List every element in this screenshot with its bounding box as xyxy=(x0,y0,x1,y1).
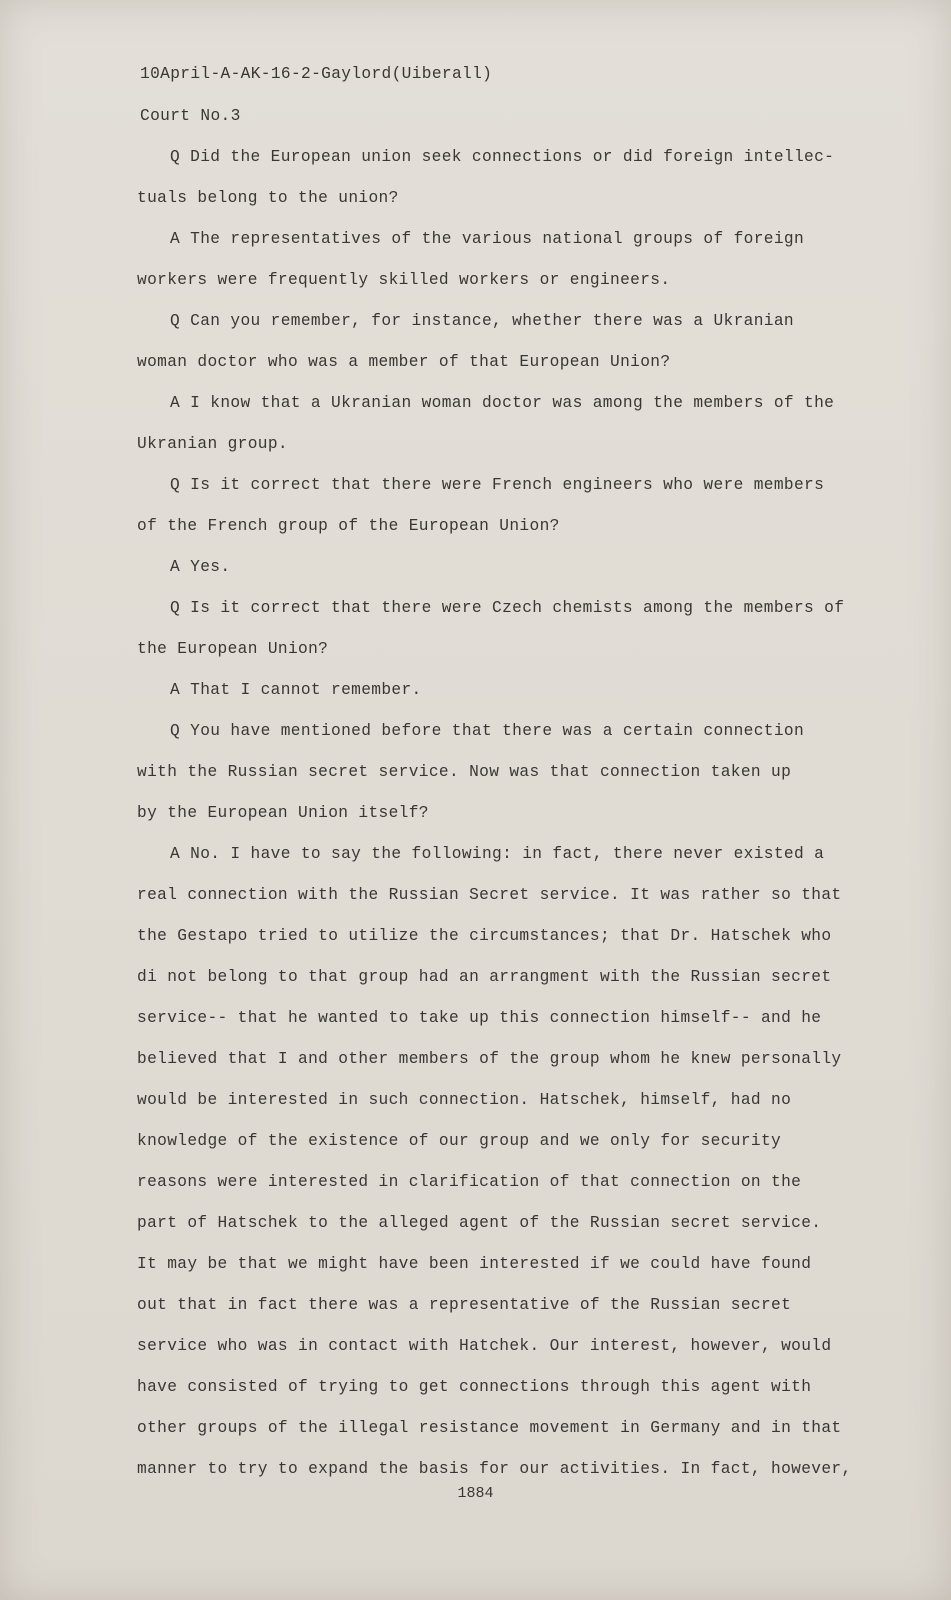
text-line-4: workers were frequently skilled workers or engineers. xyxy=(137,271,671,289)
text-line-31: have consisted of trying to get connections through this agent with xyxy=(137,1378,812,1396)
text-line-28: It may be that we might have been interested if we could have found xyxy=(137,1255,812,1273)
text-line-3: A The representatives of the various national groups of foreign xyxy=(170,230,805,248)
text-line-33: manner to try to expand the basis for our activities. In fact, however, xyxy=(137,1460,852,1478)
text-line-1: Q Did the European union seek connections or did foreign intellec- xyxy=(170,148,835,166)
text-line-8: Ukranian group. xyxy=(137,435,288,453)
text-line-10: of the French group of the European Union? xyxy=(137,517,560,535)
text-line-32: other groups of the illegal resistance movement in Germany and in that xyxy=(137,1419,842,1437)
text-line-26: reasons were interested in clarification of that connection on the xyxy=(137,1173,802,1191)
text-line-6: woman doctor who was a member of that European Union? xyxy=(137,353,671,371)
text-line-11: A Yes. xyxy=(170,558,231,576)
text-line-25: knowledge of the existence of our group and we only for security xyxy=(137,1132,782,1150)
text-line-13: the European Union? xyxy=(137,640,329,658)
text-line-2: tuals belong to the union? xyxy=(137,189,399,207)
text-line-16: with the Russian secret service. Now was that connection taken up xyxy=(137,763,792,781)
document-reference: 10April-A-AK-16-2-Gaylord(Uiberall) xyxy=(140,65,493,83)
text-line-17: by the European Union itself? xyxy=(137,804,429,822)
text-line-22: service-- that he wanted to take up this connection himself-- and he xyxy=(137,1009,822,1027)
text-line-29: out that in fact there was a representative of the Russian secret xyxy=(137,1296,792,1314)
text-line-30: service who was in contact with Hatchek. Our interest, however, would xyxy=(137,1337,832,1355)
text-line-24: would be interested in such connection. Hatschek, himself, had no xyxy=(137,1091,792,1109)
text-line-15: Q You have mentioned before that there was a certain connection xyxy=(170,722,805,740)
page-number: 1884 xyxy=(457,1485,494,1502)
text-line-5: Q Can you remember, for instance, whether there was a Ukranian xyxy=(170,312,794,330)
text-line-27: part of Hatschek to the alleged agent of the Russian secret service. xyxy=(137,1214,822,1232)
text-line-23: believed that I and other members of the group whom he knew personally xyxy=(137,1050,842,1068)
text-line-19: real connection with the Russian Secret service. It was rather so that xyxy=(137,886,842,904)
text-line-14: A That I cannot remember. xyxy=(170,681,422,699)
text-line-9: Q Is it correct that there were French engineers who were members xyxy=(170,476,825,494)
text-line-18: A No. I have to say the following: in fact, there never existed a xyxy=(170,845,825,863)
text-line-12: Q Is it correct that there were Czech chemists among the members of xyxy=(170,599,845,617)
text-line-20: the Gestapo tried to utilize the circumstances; that Dr. Hatschek who xyxy=(137,927,832,945)
text-line-21: di not belong to that group had an arrangment with the Russian secret xyxy=(137,968,832,986)
text-line-7: A I know that a Ukranian woman doctor was among the members of the xyxy=(170,394,835,412)
court-number: Court No.3 xyxy=(140,107,241,125)
